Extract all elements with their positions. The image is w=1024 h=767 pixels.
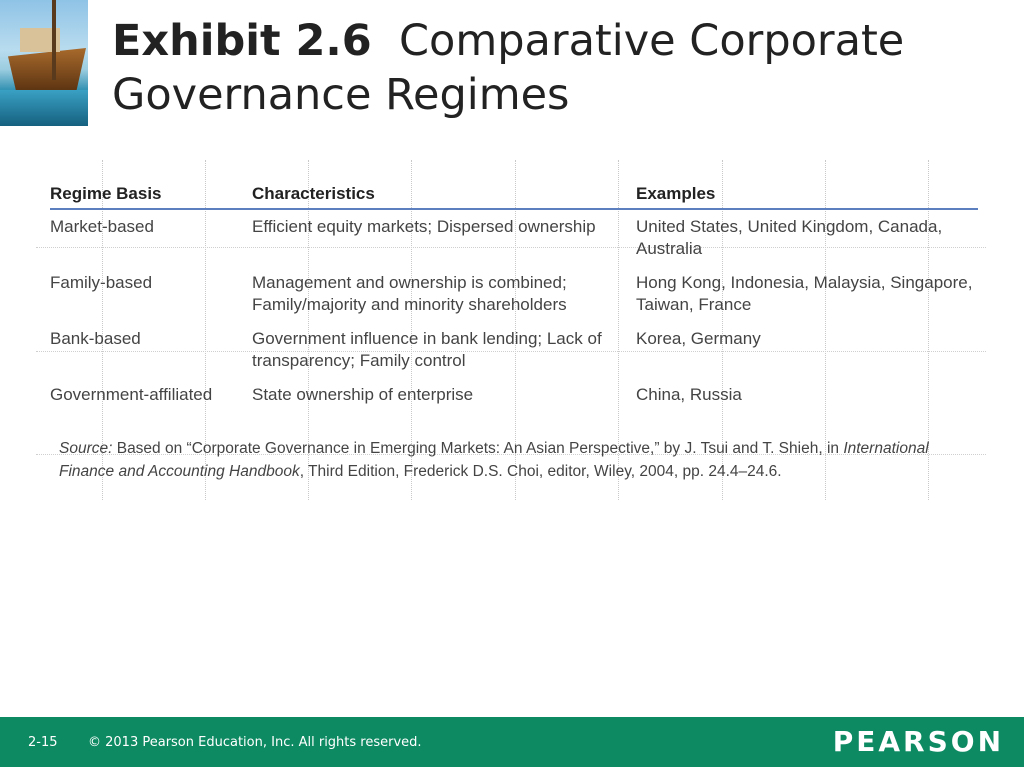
header-regime-basis: Regime Basis <box>50 184 162 203</box>
header-characteristics: Characteristics <box>252 184 375 203</box>
table-row <box>50 272 978 328</box>
table-row <box>50 328 978 384</box>
footer-bar <box>0 717 1024 767</box>
header-examples: Examples <box>636 184 716 203</box>
characteristics-cell: Management and ownership is combined; Family/majority and minority shareholders <box>252 273 567 314</box>
table-row <box>50 216 978 272</box>
source-note <box>59 437 984 483</box>
copyright-text: © 2013 Pearson Education, Inc. All rights reserved. <box>88 735 422 750</box>
examples-cell: China, Russia <box>636 385 742 404</box>
examples-cell: Korea, Germany <box>636 329 761 348</box>
examples-cell: Hong Kong, Indonesia, Malaysia, Singapore, Taiwan, France <box>636 273 973 314</box>
source-label: Source: <box>59 440 113 457</box>
characteristics-cell: Government influence in bank lending; Lack of transparency; Family control <box>252 329 602 370</box>
pearson-logo: PEARSON <box>832 725 1004 758</box>
characteristics-cell: Efficient equity markets; Dispersed ownership <box>252 217 596 236</box>
page-number: 2-15 <box>28 735 58 750</box>
table-header <box>50 182 978 210</box>
regime-basis-cell: Government-affiliated <box>50 385 213 404</box>
exhibit-title: Comparative Corporate Governance Regimes <box>112 16 905 120</box>
table-row <box>50 384 978 414</box>
characteristics-cell: State ownership of enterprise <box>252 385 474 404</box>
source-book-title: International Finance and Accounting Handbook <box>59 440 929 480</box>
governance-table <box>50 182 978 414</box>
examples-cell: United States, United Kingdom, Canada, Australia <box>636 217 943 258</box>
regime-basis-cell: Market-based <box>50 217 154 236</box>
regime-basis-cell: Family-based <box>50 273 153 292</box>
regime-basis-cell: Bank-based <box>50 329 141 348</box>
slide-title <box>112 14 992 122</box>
header-photo <box>0 0 88 126</box>
source-text-after: , Third Edition, Frederick D.S. Choi, editor, Wiley, 2004, pp. 24.4–24.6. <box>299 463 782 480</box>
exhibit-number: Exhibit 2.6 <box>112 16 372 66</box>
source-text-before: Based on “Corporate Governance in Emerging Markets: An Asian Perspective,” by J. Tsui and T. Shieh, in <box>112 440 844 457</box>
